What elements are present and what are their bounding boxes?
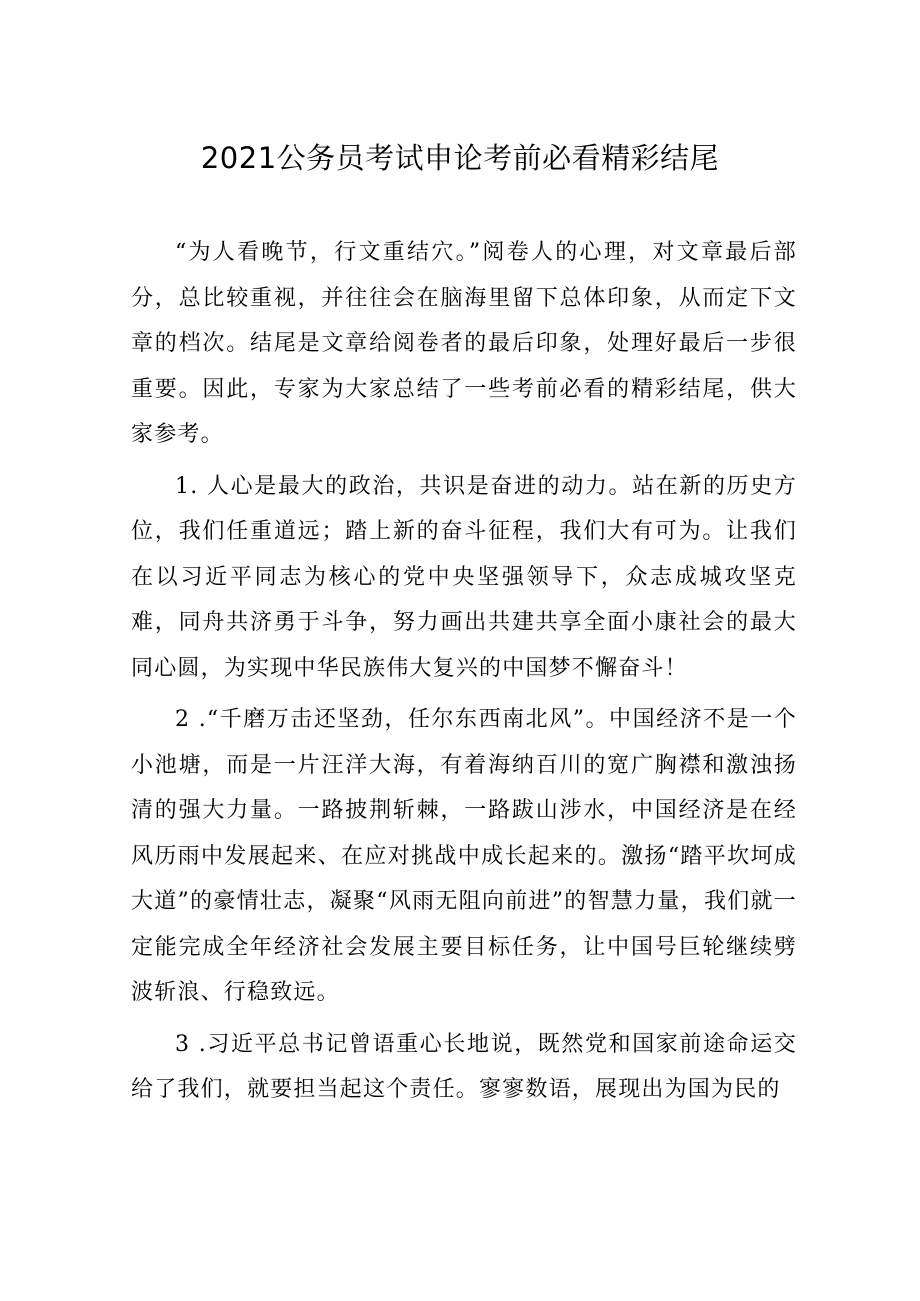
ending-paragraph-1: 1. 人心是最大的政治，共识是奋进的动力。站在新的历史方位，我们任重道远；踏上新的奋斗征程，我们大有可为。让我们在以习近平同志为核心的党中央坚强领导下，众志成城攻坚克难，同舟共济勇于斗争，努力画出共建共享全面小康社会的最大同心圆，为实现中华民族伟大复兴的中国梦不懈奋斗！ — [131, 473, 797, 681]
ending-paragraph-3: 3 .习近平总书记曾语重心长地说，既然党和国家前途命运交给了我们，就要担当起这个责任。寥寥数语，展现出为国为民的 — [131, 1031, 797, 1102]
ending-paragraph-2: 2 .“千磨万击还坚劲，任尔东西南北风”。中国经济不是一个小池塘，而是一片汪洋大海，有着海纳百川的宽广胸襟和激浊扬清的强大力量。一路披荆斩棘，一路跋山涉水，中国经济是在经风历雨中发展起来、在应对挑战中成长起来的。激扬“踏平坎坷成大道”的豪情壮志，凝聚“风雨无阻向前进”的智慧力量，我们就一定能完成全年经济社会发展主要目标任务，让中国号巨轮继续劈波斩浪、行稳致远。 — [131, 707, 797, 1005]
intro-paragraph: “为人看晚节，行文重结穴。”阅卷人的心理，对文章最后部分，总比较重视，并往往会在脑海里留下总体印象，从而定下文章的档次。结尾是文章给阅卷者的最后印象，处理好最后一步很重要。因此，专家为大家总结了一些考前必看的精彩结尾，供大家参考。 — [131, 240, 797, 447]
document-title: 2021公务员考试申论考前必看精彩结尾 — [200, 141, 720, 175]
document-body — [131, 230, 797, 1119]
